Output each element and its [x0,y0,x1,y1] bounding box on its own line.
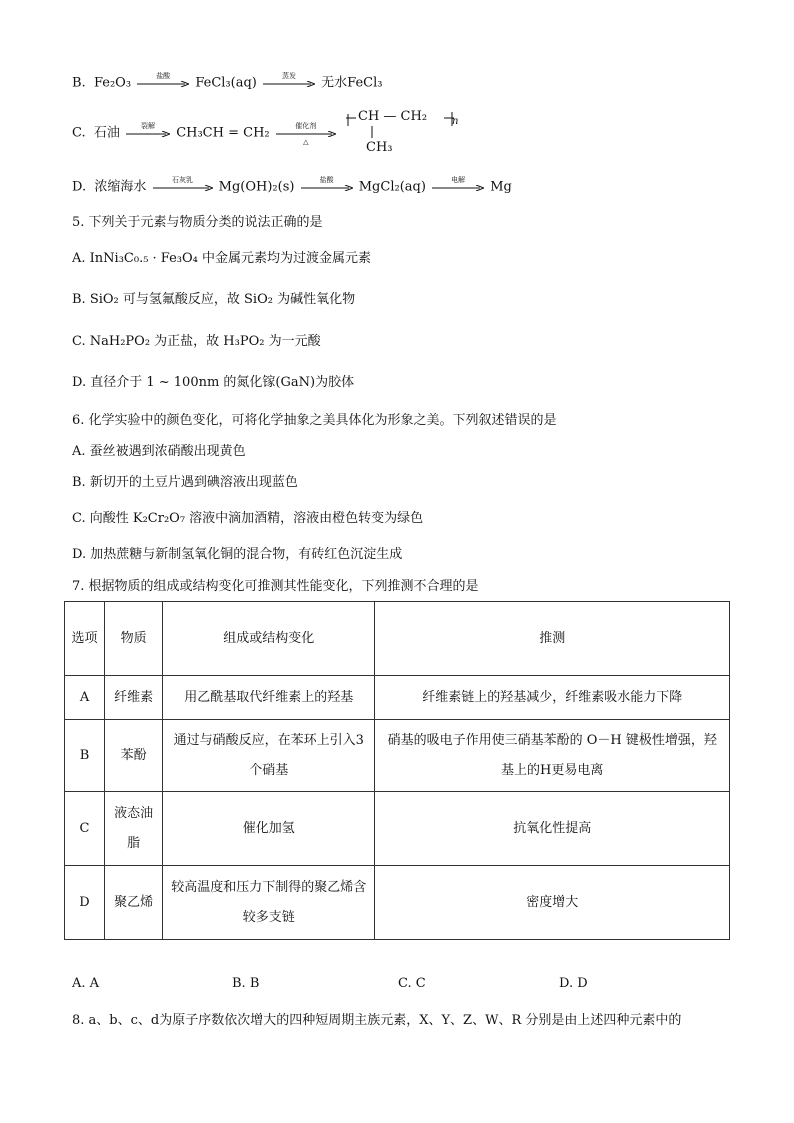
reaction-arrow [263,74,315,92]
table-cell: 硝基的吸电子作用使三硝基苯酚的 O－H 键极性增强，羟基上的H更易电离 [375,720,730,792]
polymer-backbone: CH — CH₂ [358,109,428,124]
reaction-arrow [276,122,336,146]
question-5-option-a: A. InNi₃C₀.₅ · Fe₃O₄ 中金属元素均为过渡金属元素 [72,251,372,266]
table-cell: 苯酚 [105,720,163,792]
table-cell: 用乙酰基取代纤维素上的羟基 [163,676,375,720]
question-5-option-d: D. 直径介于 1 ~ 100nm 的氮化镓(GaN)为胶体 [72,375,355,390]
answer-choices [72,976,732,996]
table-cell: A [65,676,105,720]
question-6: 6. 化学实验中的颜色变化，可将化学抽象之美具体化为形象之美。下列叙述错误的是 [72,413,557,428]
reaction-arrow [126,124,170,142]
table-cell: 抗氧化性提高 [375,792,730,866]
option-letter: C. [72,125,86,141]
table-cell: 密度增大 [375,866,730,940]
question-5-option-b: B. SiO₂ 可与氢氟酸反应，故 SiO₂ 为碱性氧化物 [72,292,356,307]
table-header-cell: 推测 [375,602,730,676]
table-row [65,720,730,792]
answer-choice-a[interactable]: A. A [72,976,100,991]
table-cell: C [65,792,105,866]
answer-choice-c[interactable]: C. C [398,976,426,991]
table-row [65,866,730,940]
question-7-table [64,601,730,940]
table-header-cell: 选项 [65,602,105,676]
table-cell: 纤维素 [105,676,163,720]
question-5-option-c: C. NaH₂PO₂ 为正盐，故 H₃PO₂ 为一元酸 [72,334,321,349]
table-cell: 较高温度和压力下制得的聚乙烯含较多支链 [163,866,375,940]
question-6-option-d: D. 加热蔗糖与新制氢氧化铜的混合物，有砖红色沉淀生成 [72,547,403,562]
question-6-option-b: B. 新切开的土豆片遇到碘溶液出现蓝色 [72,475,298,490]
formula: CH₃CH = CH₂ [176,125,270,141]
table-header-row [65,602,730,676]
polymer-structure [342,104,462,160]
arrow-label: 盐酸 [156,72,171,80]
table-cell: 聚乙烯 [105,866,163,940]
formula: Mg [490,179,512,195]
formula: Mg(OH)₂(s) [218,179,295,195]
formula: 无水FeCl₃ [321,75,383,91]
answer-choice-d[interactable]: D. D [559,976,588,991]
question-6-option-c: C. 向酸性 K₂Cr₂O₇ 溶液中滴加酒精，溶液由橙色转变为绿色 [72,511,424,526]
table-row [65,792,730,866]
reaction-arrow [153,178,213,196]
answer-choice-b[interactable]: B. B [232,976,260,991]
reaction-arrow [137,74,189,92]
table-cell: 纤维素链上的羟基减少，纤维素吸水能力下降 [375,676,730,720]
formula: 浓缩海水 [94,179,147,195]
table-header-cell: 组成或结构变化 [163,602,375,676]
methyl-branch: CH₃ [366,140,393,155]
arrow-label: 盐酸 [319,176,334,184]
option-b-route [72,74,382,93]
option-letter: B. [72,75,86,91]
option-c-route [72,122,338,146]
arrow-label: 石灰乳 [172,176,194,184]
arrow-label: 裂解 [141,122,156,130]
table-cell: 催化加氢 [163,792,375,866]
table-cell: D [65,866,105,940]
formula: FeCl₃(aq) [195,75,257,91]
arrow-label: 蒸发 [282,72,297,80]
table-row [65,676,730,720]
option-d-route [72,178,512,197]
question-6-option-a: A. 蚕丝被遇到浓硝酸出现黄色 [72,444,246,459]
formula: MgCl₂(aq) [358,179,426,195]
question-7: 7. 根据物质的组成或结构变化可推测其性能变化，下列推测不合理的是 [72,579,479,594]
arrow-label: 催化剂 [295,122,317,130]
question-5: 5. 下列关于元素与物质分类的说法正确的是 [72,215,323,230]
reaction-arrow [301,178,353,196]
table-cell: 液态油脂 [105,792,163,866]
arrow-sublabel: △ [303,138,309,146]
reaction-arrow [432,178,484,196]
table-cell: 通过与硝酸反应，在苯环上引入3个硝基 [163,720,375,792]
table-header-cell: 物质 [105,602,163,676]
table-cell: B [65,720,105,792]
polymer-index: n [452,116,459,127]
option-letter: D. [72,179,87,195]
formula: 石油 [93,125,120,141]
question-8: 8. a、b、c、d为原子序数依次增大的四种短周期主族元素，X、Y、Z、W、R 分别是由上述四种元素中的 [72,1013,682,1028]
formula: Fe₂O₃ [93,75,132,91]
arrow-label: 电解 [451,176,466,184]
